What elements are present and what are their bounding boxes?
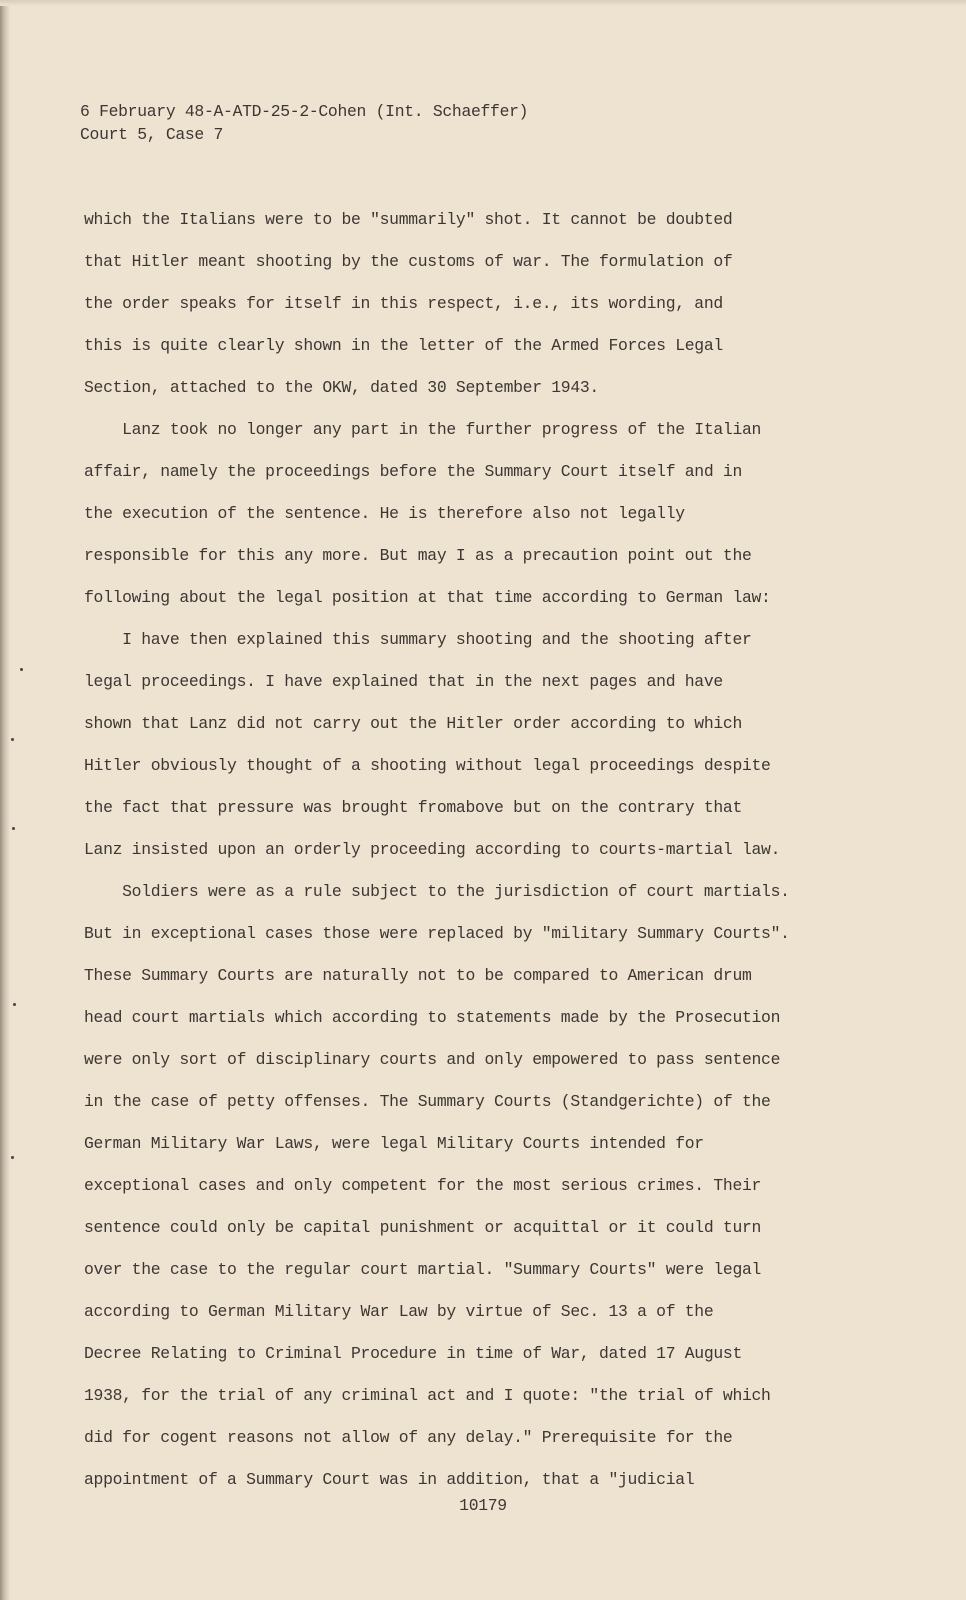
paper-speck	[11, 738, 14, 741]
text-line: Hitler obviously thought of a shooting without legal proceedings despite	[84, 756, 771, 775]
header-date-reference: 6 February 48-A-ATD-25-2-Cohen (Int. Schaeffer)	[80, 102, 529, 121]
paper-left-edge	[0, 0, 10, 1600]
text-line: in the case of petty offenses. The Summary Courts (Standgerichte) of the	[84, 1092, 771, 1111]
paper-speck	[13, 1003, 16, 1006]
text-line: But in exceptional cases those were replaced by "military Summary Courts".	[84, 924, 790, 943]
paper-speck	[12, 827, 15, 830]
text-line: which the Italians were to be "summarily" shot. It cannot be doubted	[84, 210, 733, 229]
paper-speck	[20, 668, 23, 671]
text-line: Soldiers were as a rule subject to the jurisdiction of court martials.	[84, 882, 790, 901]
text-line: the fact that pressure was brought fromabove but on the contrary that	[84, 798, 742, 817]
text-line: that Hitler meant shooting by the customs of war. The formulation of	[84, 252, 733, 271]
text-line: legal proceedings. I have explained that in the next pages and have	[84, 672, 723, 691]
text-line: the order speaks for itself in this respect, i.e., its wording, and	[84, 294, 723, 313]
text-line: shown that Lanz did not carry out the Hitler order according to which	[84, 714, 742, 733]
text-line: Lanz took no longer any part in the further progress of the Italian	[84, 420, 762, 439]
document-header	[80, 100, 528, 146]
text-line: were only sort of disciplinary courts and only empowered to pass sentence	[84, 1050, 781, 1069]
body-text	[84, 199, 884, 1501]
text-line: Section, attached to the OKW, dated 30 September 1943.	[84, 378, 599, 397]
text-line: responsible for this any more. But may I as a precaution point out the	[84, 546, 752, 565]
paper-top-edge	[0, 0, 966, 6]
text-line: following about the legal position at that time according to German law:	[84, 588, 771, 607]
text-line: over the case to the regular court martial. "Summary Courts" were legal	[84, 1260, 762, 1279]
page-number: 10179	[459, 1496, 507, 1515]
text-line: exceptional cases and only competent for the most serious crimes. Their	[84, 1176, 762, 1195]
text-line: the execution of the sentence. He is therefore also not legally	[84, 504, 685, 523]
text-line: German Military War Laws, were legal Military Courts intended for	[84, 1134, 704, 1153]
header-court-case: Court 5, Case 7	[80, 125, 224, 144]
text-line: These Summary Courts are naturally not to be compared to American drum	[84, 966, 752, 985]
text-line: this is quite clearly shown in the letter of the Armed Forces Legal	[84, 336, 723, 355]
paper-speck	[11, 1156, 14, 1159]
text-line: according to German Military War Law by virtue of Sec. 13 a of the	[84, 1302, 714, 1321]
text-line: sentence could only be capital punishment or acquittal or it could turn	[84, 1218, 762, 1237]
text-line: Decree Relating to Criminal Procedure in time of War, dated 17 August	[84, 1344, 742, 1363]
text-line: Lanz insisted upon an orderly proceeding according to courts-martial law.	[84, 840, 781, 859]
text-line: 1938, for the trial of any criminal act and I quote: "the trial of which	[84, 1386, 771, 1405]
text-line: affair, namely the proceedings before the Summary Court itself and in	[84, 462, 742, 481]
text-line: I have then explained this summary shooting and the shooting after	[84, 630, 752, 649]
text-line: did for cogent reasons not allow of any delay." Prerequisite for the	[84, 1428, 733, 1447]
text-line: head court martials which according to statements made by the Prosecution	[84, 1008, 781, 1027]
text-line: appointment of a Summary Court was in addition, that a "judicial	[84, 1470, 695, 1489]
